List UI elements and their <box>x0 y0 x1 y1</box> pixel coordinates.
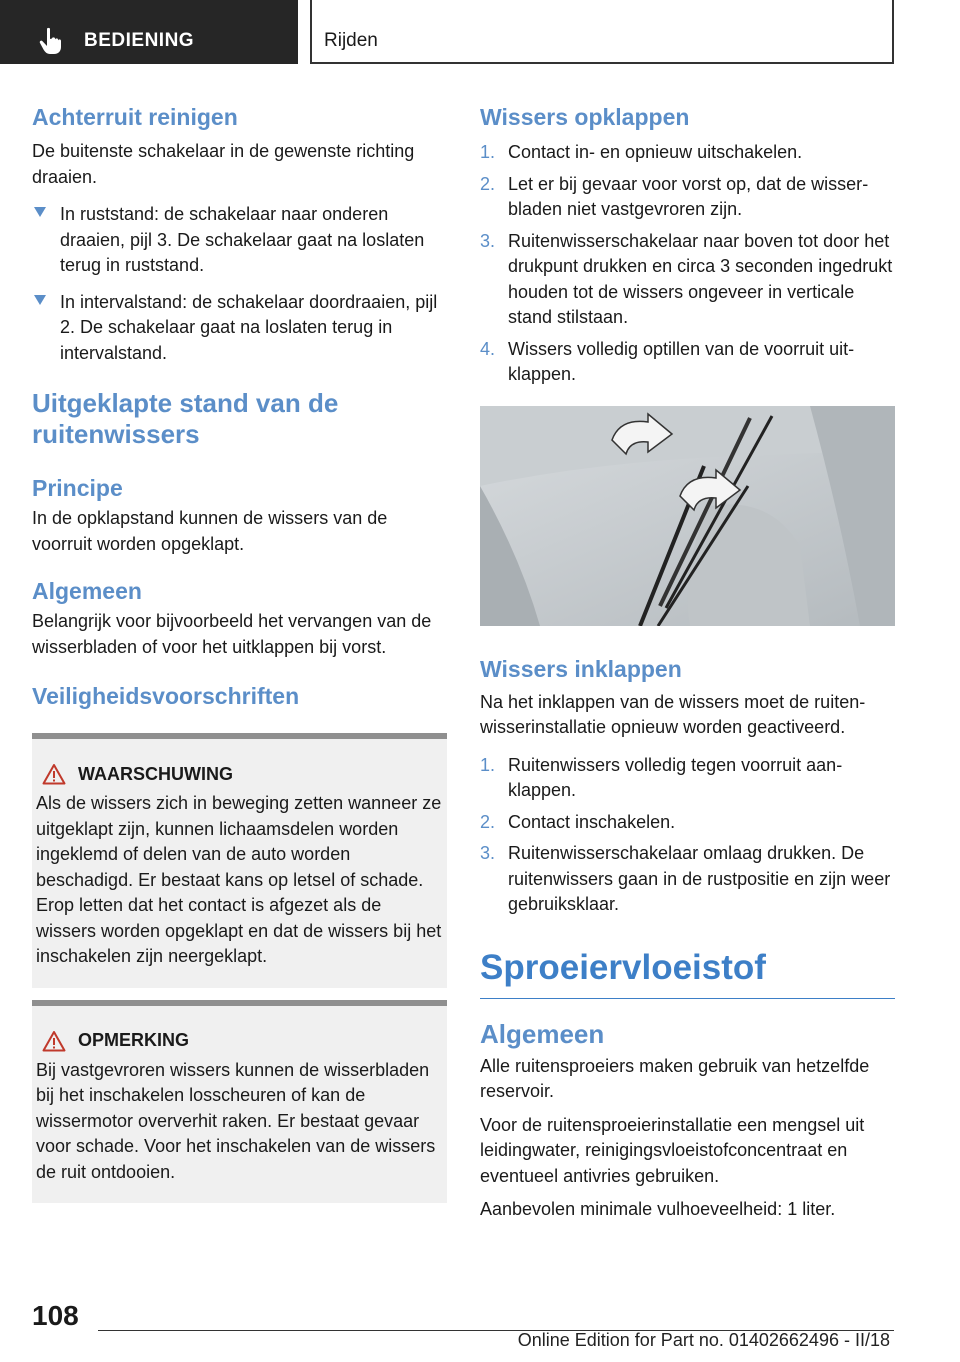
step-number: 2. <box>480 811 496 832</box>
header-section-box <box>310 0 894 64</box>
list-item <box>32 202 447 279</box>
list-item <box>32 290 447 367</box>
step-number: 2. <box>480 173 496 194</box>
notice-header <box>42 1030 443 1052</box>
paragraph-sproeier-3: Aanbevolen minimale vulhoeveelheid: 1 liter. <box>480 1199 836 1219</box>
paragraph-inklappen: Na het inklappen van de wissers moet de ruitenwisserinstallatie opnieuw worden geactiveerd. <box>480 691 866 737</box>
paragraph-sproeier-1: Alle ruitensproeiers maken gebruik van hetzelfde reservoir. <box>480 1055 870 1101</box>
warning-text: Als de wissers zich in beweging zetten wanneer ze uitgeklapt zijn, kunnen lichaamsdelen worden ingeklemd of delen van de auto worden beschadigd. Er bestaat kans op letsel of schade. Erop letten dat het contact is afgezet als de wissers worden opgeklapt en dat de wissers bij het inschakelen zijn neergeklapt. <box>36 793 442 966</box>
heading-achterruit: Achterruit reinigen <box>32 104 238 130</box>
heading-principe: Principe <box>32 475 123 501</box>
notice-title: OPMERKING <box>78 1030 190 1050</box>
warning-header <box>42 763 443 785</box>
notice-box <box>32 1000 447 1204</box>
heading-wissers-opklappen: Wissers opklappen <box>480 104 690 130</box>
notice-text: Bij vastgevroren wissers kunnen de wisserbladen bij het inschakelen losscheuren of kan de wissermotor oververhit raken. Er bestaat gevaar voor schade. Voor het inschakelen van de wissers de ruit ontdooien. <box>36 1059 436 1182</box>
step-number: 1. <box>480 754 496 775</box>
step-text: Contact in- en opnieuw uitschakelen. <box>508 142 803 162</box>
header-section-title: Rijden <box>324 30 378 51</box>
ordered-list-opklappen <box>480 140 895 388</box>
heading-algemeen: Algemeen <box>32 578 142 604</box>
paragraph-algemeen: Belangrijk voor bijvoorbeeld het vervangen van de wisserbladen of voor het uitklappen bij vorst. <box>32 611 432 657</box>
step-number: 3. <box>480 230 496 251</box>
bullet-triangle-icon <box>34 295 46 305</box>
warning-box <box>32 733 447 988</box>
list-item <box>480 753 895 804</box>
step-number: 3. <box>480 843 496 863</box>
list-item <box>480 810 895 836</box>
list-item <box>480 140 895 166</box>
list-item-text: In intervalstand: de schakelaar doordraaien, pijl 2. De schakelaar gaat na loslaten terug in intervalstand. <box>60 291 438 363</box>
warning-triangle-icon <box>42 1030 66 1052</box>
step-number: 4. <box>480 338 496 359</box>
section-heading-sproeiervloeistof <box>480 946 895 999</box>
hand-pointer-icon <box>38 27 64 55</box>
heading-algemeen-sproeier: Algemeen <box>480 1018 605 1049</box>
paragraph-achterruit: De buitenste schakelaar in de gewenste richting draaien. <box>32 141 415 187</box>
heading-wissers-inklappen: Wissers inklappen <box>480 655 682 682</box>
wiper-illustration <box>480 406 895 626</box>
warning-title: WAARSCHUWING <box>78 763 233 784</box>
list-item <box>480 337 895 388</box>
step-text: Wissers volledig optillen van de voorruit uitklappen. <box>508 338 855 384</box>
heading-veiligheidsvoorschriften: Veiligheidsvoorschriften <box>32 683 300 709</box>
paragraph-principe: In de opklapstand kunnen de wissers van de voorruit worden opgeklapt. <box>32 508 388 554</box>
step-text: Ruitenwissers volledig tegen voorruit aanklappen. <box>508 754 843 800</box>
right-column <box>480 100 895 1223</box>
heading-uitgeklapte-stand: Uitgeklapte stand van de ruitenwissers <box>32 388 339 449</box>
list-item-text: In ruststand: de schakelaar naar onderen draaien, pijl 3. De schakelaar gaat na loslaten terug in ruststand. <box>60 204 425 275</box>
list-item <box>480 172 895 223</box>
step-text: Contact inschakelen. <box>508 811 676 832</box>
heading-sproeiervloeistof: Sproeiervloeistof <box>480 947 766 987</box>
list-item <box>480 841 895 918</box>
ordered-list-inklappen <box>480 753 895 918</box>
warning-triangle-icon <box>42 763 66 785</box>
header-tab-label: BEDIENING <box>84 30 195 51</box>
list-item <box>480 229 895 331</box>
paragraph-sproeier-2: Voor de ruitensproeierinstallatie een mengsel uit leidingwater, reinigingsvloeistofconcentraat en eventueel antivries gebruiken. <box>480 1114 865 1186</box>
bullet-triangle-icon <box>34 207 46 217</box>
header-tab <box>0 0 298 64</box>
step-text: Ruitenwisserschakelaar naar boven tot door het drukpunt drukken en circa 3 seconden ingedrukt houden tot de wissers ongeveer in verticale stand stilstaan. <box>508 230 893 327</box>
bullet-list <box>32 202 447 366</box>
footer-edition: Online Edition for Part no. 01402662496 - II/18 <box>517 1330 890 1350</box>
step-text: Let er bij gevaar voor vorst op, dat de wisserbladen niet vastgevroren zijn. <box>508 173 869 219</box>
page-number: 108 <box>32 1300 79 1331</box>
left-column <box>32 100 447 1203</box>
step-number: 1. <box>480 142 496 162</box>
step-text: Ruitenwisserschakelaar omlaag drukken. De ruitenwissers gaan in de rustpositie en zijn weer gebruiksklaar. <box>508 843 891 914</box>
